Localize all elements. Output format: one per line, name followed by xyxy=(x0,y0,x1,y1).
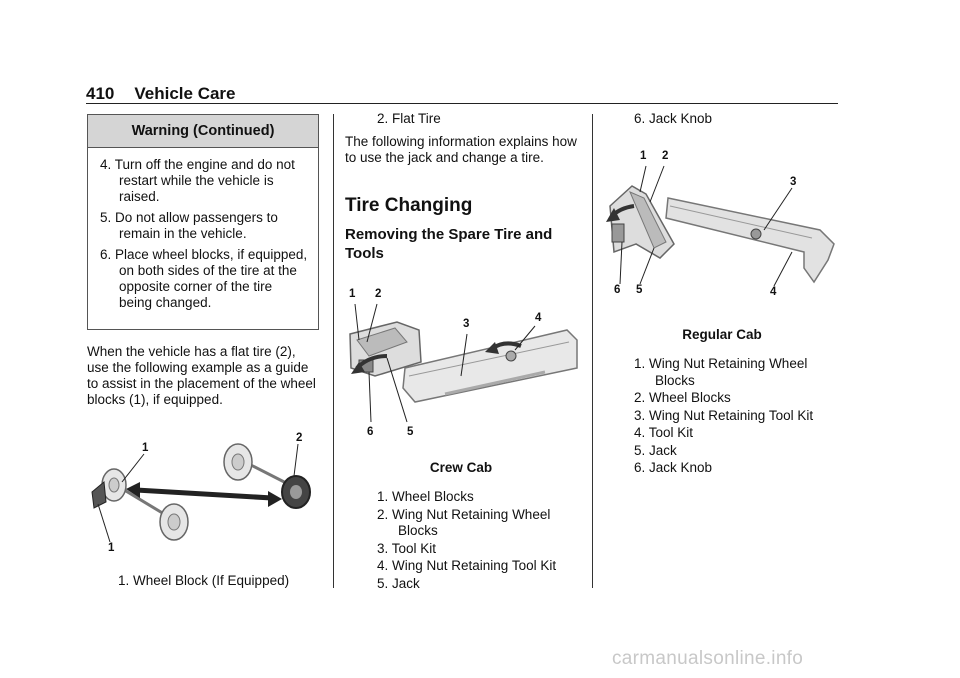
wheel-block-caption-item: 1. Wheel Block (If Equipped) xyxy=(118,573,290,588)
warning-list xyxy=(88,148,318,311)
regular-cab-parts-list xyxy=(634,356,840,478)
figure-label: 2 xyxy=(296,432,303,444)
warning-item: 5. Do not allow passengers to remain in the vehicle. xyxy=(100,210,278,241)
warning-box xyxy=(87,114,319,330)
figure-label: 1 xyxy=(640,150,647,162)
figure-label: 5 xyxy=(407,426,414,438)
list-item: 1. Wing Nut Retaining Wheel Blocks xyxy=(634,356,808,388)
figure-label: 2 xyxy=(662,150,669,162)
warning-title: Warning (Continued) xyxy=(88,115,318,148)
warning-item: 4. Turn off the engine and do not restart while the vehicle is raised. xyxy=(100,157,295,204)
list-item: 3. Wing Nut Retaining Tool Kit xyxy=(634,407,814,423)
crew-cab-tool-illustration xyxy=(345,284,585,444)
page-header xyxy=(86,84,236,104)
regular-cab-caption: Regular Cab xyxy=(682,327,762,342)
regular-cab-tool-illustration xyxy=(604,148,840,306)
regular-cab-figure xyxy=(604,148,840,306)
figure-label: 4 xyxy=(770,286,777,298)
wheel-block-illustration xyxy=(86,430,326,560)
figure-label: 6 xyxy=(614,284,621,296)
column-divider-1 xyxy=(333,114,334,588)
crew-cab-parts-list xyxy=(377,489,587,593)
column-divider-2 xyxy=(592,114,593,588)
crew-cab-caption: Crew Cab xyxy=(429,460,493,475)
list-item: 4. Tool Kit xyxy=(634,425,694,440)
list-item: 4. Wing Nut Retaining Tool Kit xyxy=(377,558,557,573)
flat-tire-item: 2. Flat Tire xyxy=(377,111,441,126)
header-rule xyxy=(86,103,838,104)
flat-tire-paragraph: When the vehicle has a flat tire (2), use the following example as a guide to assist in the placement of the wheel blocks (1), if equipped. xyxy=(87,344,316,407)
list-item: 2. Wing Nut Retaining Wheel Blocks xyxy=(377,506,551,538)
warning-item: 6. Place wheel blocks, if equipped, on both sides of the tire at the opposite corner of the tire being changed. xyxy=(100,247,308,310)
watermark: carmanualsonline.info xyxy=(612,648,804,669)
list-item: 5. Jack xyxy=(377,575,420,591)
figure-label: 5 xyxy=(636,284,643,296)
crew-cab-figure xyxy=(345,284,585,444)
wheel-block-figure xyxy=(86,430,326,560)
jack-knob-item: 6. Jack Knob xyxy=(634,111,713,126)
figure-label: 3 xyxy=(463,318,470,330)
jack-info-paragraph: The following information explains how to use the jack and change a tire. xyxy=(345,134,577,165)
figure-label: 4 xyxy=(535,312,542,324)
figure-label: 6 xyxy=(367,426,374,438)
figure-label: 2 xyxy=(375,288,382,300)
spare-tire-subheading: Removing the Spare Tire and Tools xyxy=(345,226,553,262)
list-item: 5. Jack xyxy=(634,442,677,458)
figure-label: 1 xyxy=(142,442,149,454)
tire-changing-heading: Tire Changing xyxy=(345,195,473,216)
figure-label: 1 xyxy=(349,288,356,300)
figure-label: 3 xyxy=(790,176,797,188)
page-number: 410 xyxy=(86,84,115,103)
list-item: 2. Wheel Blocks xyxy=(634,390,731,405)
section-title: Vehicle Care xyxy=(134,84,236,103)
list-item: 3. Tool Kit xyxy=(377,540,437,556)
list-item: 1. Wheel Blocks xyxy=(377,489,474,504)
list-item: 6. Jack Knob xyxy=(634,460,713,475)
figure-label: 1 xyxy=(108,542,115,554)
